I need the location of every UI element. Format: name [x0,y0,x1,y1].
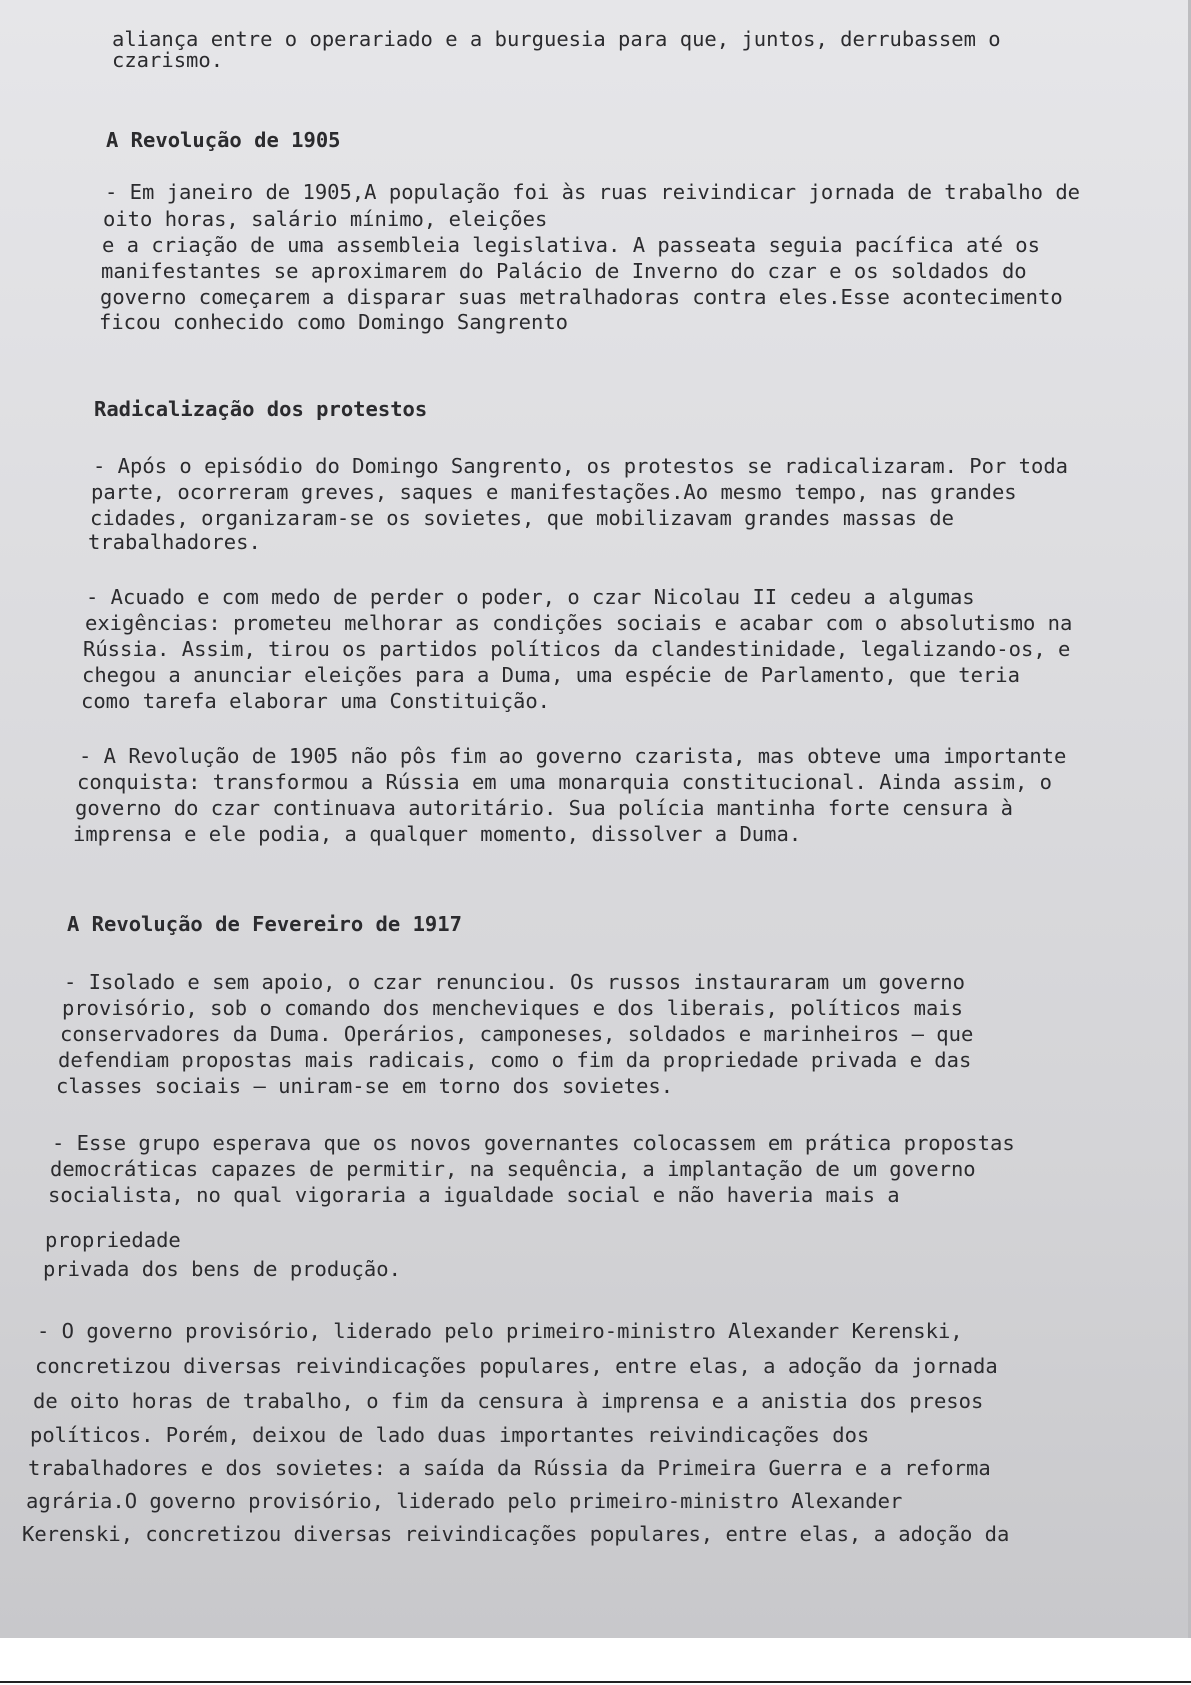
paragraph-line: conservadores da Duma. Operários, camponeses, soldados e marinheiros – que [60,1022,974,1046]
paragraph-line: - A Revolução de 1905 não pôs fim ao governo czarista, mas obteve uma importante [79,744,1067,768]
paragraph-line: defendiam propostas mais radicais, como o fim da propriedade privada e das [58,1048,972,1072]
intro-line-2: czarismo. [112,48,224,72]
paragraph-line: - Após o episódio do Domingo Sangrento, os protestos se radicalizaram. Por toda [93,454,1069,478]
bottom-rule [0,1681,1191,1683]
paragraph-line: provisório, sob o comando dos mencheviques e dos liberais, políticos mais [62,996,963,1020]
paragraph-line: - Acuado e com medo de perder o poder, o czar Nicolau II cedeu a algumas [86,585,975,609]
paragraph-line: e a criação de uma assembleia legislativa. A passeata seguia pacífica até os [102,233,1040,257]
paragraph-line: oito horas, salário mínimo, eleições [103,207,548,231]
paragraph-line: manifestantes se aproximarem do Palácio de Inverno do czar e os soldados do [101,259,1027,283]
paragraph-line: imprensa e ele podia, a qualquer momento, dissolver a Duma. [73,822,802,846]
paragraph-line: socialista, no qual vigoraria a igualdade social e não haveria mais a [48,1183,900,1207]
paragraph-line: conquista: transformou a Rússia em uma monarquia constitucional. Ainda assim, o [77,770,1053,794]
paragraph-line: - Isolado e sem apoio, o czar renunciou. Os russos instauraram um governo [64,970,965,994]
paragraph-line: propriedade [45,1228,181,1252]
paragraph-line: de oito horas de trabalho, o fim da censura à imprensa e a anistia dos presos [33,1389,984,1413]
paragraph-line: privada dos bens de produção. [43,1257,401,1281]
paragraph-line: parte, ocorreram greves, saques e manifestações.Ao mesmo tempo, nas grandes [91,480,1017,504]
paragraph-line: políticos. Porém, deixou de lado duas importantes reivindicações dos [30,1423,870,1447]
paragraph-line: Kerenski, concretizou diversas reivindicações populares, entre elas, a adoção da [22,1522,1010,1546]
paragraph-line: exigências: prometeu melhorar as condições sociais e acabar com o absolutismo na [85,611,1073,635]
paragraph-line: governo começarem a disparar suas metralhadoras contra eles.Esse acontecimento [100,285,1063,309]
paragraph-line: trabalhadores e dos sovietes: a saída da Rússia da Primeira Guerra e a reforma [28,1456,991,1480]
paragraph-line: democráticas capazes de permitir, na sequência, a implantação de um governo [50,1157,976,1181]
paragraph-line: - Esse grupo esperava que os novos governantes colocassem em prática propostas [52,1131,1015,1155]
heading-radicalizacao: Radicalização dos protestos [94,397,428,421]
paragraph-line: cidades, organizaram-se os sovietes, que mobilizavam grandes massas de [90,506,954,530]
paragraph-line: agrária.O governo provisório, liderado pelo primeiro-ministro Alexander [26,1489,903,1513]
paragraph-line: como tarefa elaborar uma Constituição. [81,689,550,713]
paragraph-line: - Em janeiro de 1905,A população foi às ruas reivindicar jornada de trabalho de [105,180,1081,204]
paragraph-line: ficou conhecido como Domingo Sangrento [99,310,568,334]
bottom-margin [0,1638,1191,1685]
paragraph-line: chegou a anunciar eleições para a Duma, uma espécie de Parlamento, que teria [82,663,1020,687]
paragraph-line: governo do czar continuava autoritário. Sua polícia mantinha forte censura à [75,796,1013,820]
intro-line-1: aliança entre o operariado e a burguesia para que, juntos, derrubassem o [112,27,1001,51]
heading-revolucao-1905: A Revolução de 1905 [106,128,341,152]
paragraph-line: - O governo provisório, liderado pelo primeiro-ministro Alexander Kerenski, [37,1319,963,1343]
heading-revolucao-1917: A Revolução de Fevereiro de 1917 [67,912,462,936]
paragraph-line: concretizou diversas reivindicações populares, entre elas, a adoção da jornada [35,1354,998,1378]
paragraph-line: Rússia. Assim, tirou os partidos políticos da clandestinidade, legalizando-os, e [83,637,1071,661]
paragraph-line: classes sociais – uniram-se em torno dos sovietes. [56,1074,674,1098]
paragraph-line: trabalhadores. [88,530,261,554]
